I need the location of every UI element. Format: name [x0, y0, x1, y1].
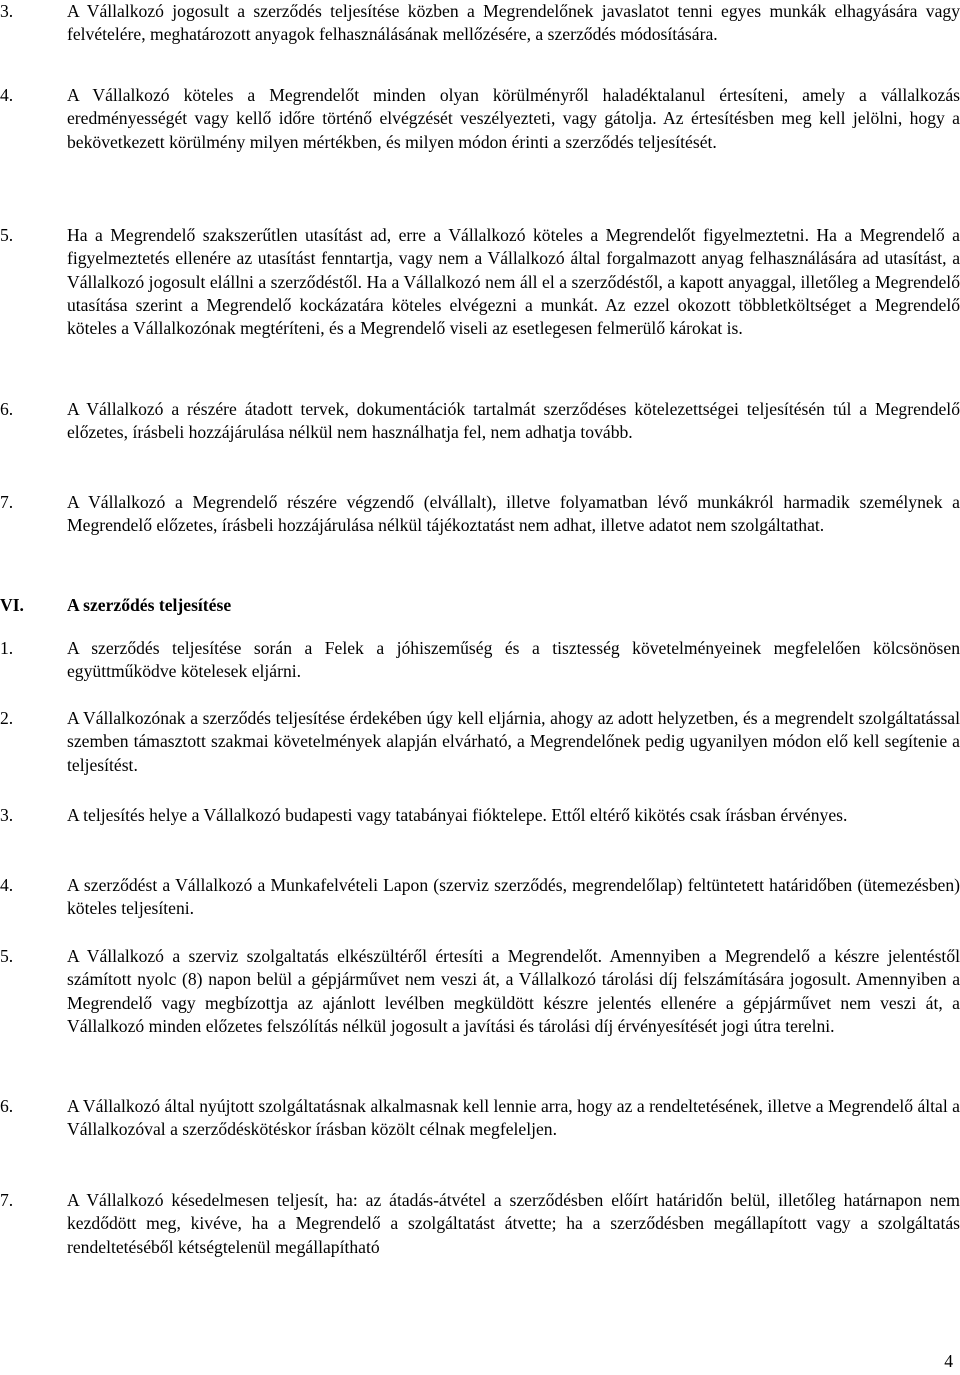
- clause-number: 5.: [0, 225, 14, 245]
- clause-text: A Vállalkozó a Megrendelő részére végzendő (elvállalt), illetve folyamatban lévő munkákról harmadik személynek a Megrendelő előzetes, írásbeli hozzájárulása nélkül tájékoztatást nem adhat, illetve adatot nem szolgáltathat.: [67, 492, 960, 536]
- clause-number: 5.: [0, 946, 14, 966]
- section-clause-5: [0, 945, 960, 1038]
- clause-number: 6.: [0, 399, 14, 419]
- clause-number: 4.: [0, 875, 14, 895]
- clause-item-6: [0, 398, 960, 445]
- section-clause-1: [0, 637, 960, 684]
- clause-text: A teljesítés helye a Vállalkozó budapesti vagy tatabányai fióktelepe. Ettől eltérő kikötés csak írásban érvényes.: [67, 805, 848, 825]
- section-clause-4: [0, 874, 960, 921]
- clause-text: A Vállalkozó által nyújtott szolgáltatásnak alkalmasnak kell lennie arra, hogy az a rendeltetésének, illetve a Megrendelő által a Vállalkozóval a szerződéskötéskor írásban közölt célnak megfeleljen.: [67, 1096, 960, 1140]
- section-clause-2: [0, 707, 960, 777]
- clause-number: 4.: [0, 85, 14, 105]
- clause-text: A Vállalkozó jogosult a szerződés teljesítése közben a Megrendelőnek javaslatot tenni egyes munkák elhagyására vagy felvételére, meghatározott anyagok felhasználásának mellőzésére, a szerződés módosítására.: [67, 1, 960, 45]
- clause-item-7: [0, 491, 960, 538]
- clause-text: Ha a Megrendelő szakszerűtlen utasítást ad, erre a Vállalkozó köteles a Megrendelőt figyelmeztetni. Ha a Megrendelő a figyelmeztetés ellenére az utasítást fenntartja, vagy nem a Vállalkozó által forgalmazott anyag felhasználására ad utasítást, a Vállalkozó jogosult elállni a szerződéstől. Ha a Vállalkozó nem áll el a szerződéstől, a kapott anyaggal, illetőleg a Megrendelő utasítása szerint a Megrendelő kockázatára köteles elvégezni a munkát. Az ezzel okozott többletköltséget a Megrendelő köteles a Vállalkozónak megtéríteni, és a Megrendelő viseli az esetlegesen felmerülő károkat is.: [67, 225, 960, 339]
- page-number: 4: [944, 1351, 953, 1371]
- clause-item-5: [0, 224, 960, 340]
- clause-number: 1.: [0, 638, 14, 658]
- section-title: A szerződés teljesítése: [67, 595, 232, 615]
- section-number: VI.: [0, 595, 24, 615]
- clause-text: A szerződés teljesítése során a Felek a jóhiszeműség és a tisztesség követelményeinek megfelelően kölcsönösen együttműködve kötelesek eljárni.: [67, 638, 960, 682]
- clause-text: A Vállalkozó köteles a Megrendelőt minden olyan körülményről haladéktalanul értesíteni, amely a vállalkozás eredményességét vagy kellő időre történő elvégzését veszélyezteti, vagy gátolja. Az értesítésben meg kell jelölni, hogy a bekövetkezett körülmény milyen mértékben, és milyen módon érinti a szerződés teljesítését.: [67, 85, 960, 152]
- clause-text: A Vállalkozónak a szerződés teljesítése érdekében úgy kell eljárnia, ahogy az adott helyzetben, és a megrendelt szolgáltatással szemben támasztott szakmai követelmények alapján elvárható, a Megrendelőnek pedig ugyanilyen módon elő kell segítenie a teljesítést.: [67, 708, 960, 775]
- clause-number: 3.: [0, 1, 14, 21]
- clause-text: A Vállalkozó késedelmesen teljesít, ha: az átadás-átvétel a szerződésben előírt határidőn belül, illetőleg határnapon nem kezdődött meg, kivéve, ha a Megrendelő a szolgáltatást átvette; ha a szerződésben megállapított vagy a szolgáltatás rendeltetéséből kétségtelenül megállapítható: [67, 1190, 960, 1257]
- section-heading: [0, 594, 960, 617]
- section-clause-3: [0, 804, 960, 827]
- clause-number: 7.: [0, 1190, 14, 1210]
- clause-item-4: [0, 84, 960, 154]
- section-clause-7: [0, 1189, 960, 1259]
- clause-number: 7.: [0, 492, 14, 512]
- clause-text: A szerződést a Vállalkozó a Munkafelvételi Lapon (szerviz szerződés, megrendelőlap) feltüntetett határidőben (ütemezésben) köteles teljesíteni.: [67, 875, 960, 919]
- section-clause-6: [0, 1095, 960, 1142]
- clause-item-3: [0, 0, 960, 47]
- clause-text: A Vállalkozó a részére átadott tervek, dokumentációk tartalmát szerződéses kötelezettségei teljesítésén túl a Megrendelő előzetes, írásbeli hozzájárulása nélkül nem használhatja fel, nem adhatja tovább.: [67, 399, 960, 443]
- clause-text: A Vállalkozó a szerviz szolgaltatás elkészültéről értesíti a Megrendelőt. Amennyiben a Megrendelő a készre jelentéstől számított nyolc (8) napon belül a gépjárművet nem veszi át, a Vállalkozó tárolási díj felszámítására jogosult. Amennyiben a Megrendelő vagy megbízottja az ajánlott levélben megküldött készre jelentés ellenére a gépjárművet nem veszi át, a Vállalkozó minden előzetes felszólítás nélkül jogosult a javítási és tárolási díj érvényesítését jogi útra terelni.: [67, 946, 960, 1036]
- clause-number: 3.: [0, 805, 14, 825]
- clause-number: 2.: [0, 708, 14, 728]
- clause-number: 6.: [0, 1096, 14, 1116]
